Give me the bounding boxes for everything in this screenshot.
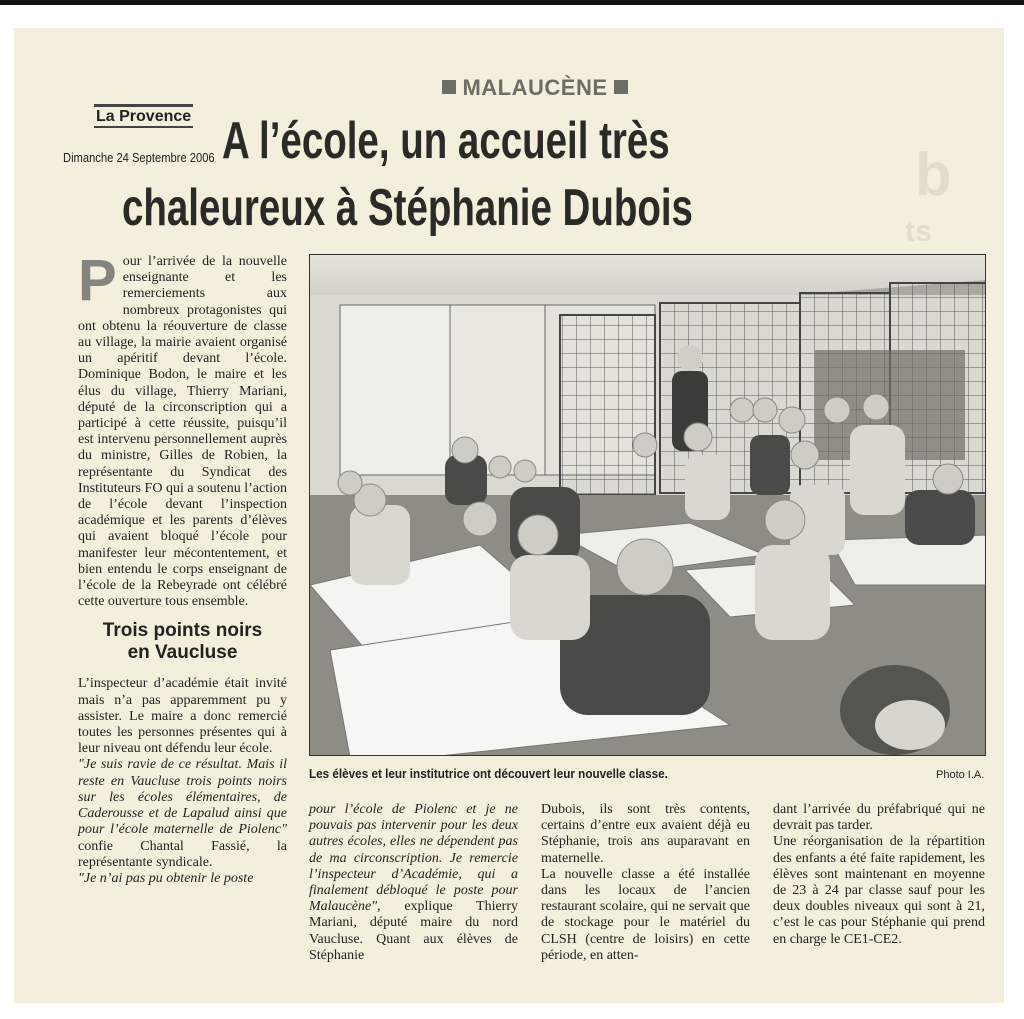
subheading-line-2: en Vaucluse [127,642,238,664]
paragraph: La nouvelle classe a été installée dans les locaux de l’ancien restaurant scolaire, qui ne servait que de stockage pour le matériel du CLSH (centre de loisirs) en cette période, en atten- [541,866,750,963]
quote-text: "Je suis ravie de ce résultat. Mais il reste en Vaucluse trois points noirs sur les écoles élémentaires, de Caderousse et de Lapalud ainsi que pour l’école maternelle de Piolenc" [78,757,287,838]
article-column-1 [78,248,287,887]
lead-paragraph [78,248,287,610]
subheading-line-1: Trois points noirs [102,620,263,642]
paragraph: dant l’arrivée du préfabriqué qui ne devrait pas tarder. [773,802,985,834]
publication-date: Dimanche 24 Septembre 2006 [63,150,215,165]
quote-paragraph [78,757,287,870]
photo-caption: Les élèves et leur institutrice ont découvert leur nouvelle classe. [309,766,668,781]
headline-line-1: A l’école, un accueil très [222,112,670,170]
headline-line-2: chaleureux à Stéphanie Dubois [122,179,693,237]
classroom-photo [309,254,986,756]
square-icon [614,80,628,94]
photo-credit: Photo I.A. [936,769,985,781]
lead-text: our l’arrivée de la nouvelle enseignante et les remerciements aux nombreux protagonistes qui ont obtenu la réouverture de classe au village, la mairie avaient organisé un apéritif devant l’école. Dominique Bodon, le maire et les élus du village, Thierry Mariani, député de la circonscription qui a participé à cette réussite, puisqu’il est intervenu personnellement auprès du ministre, Gilles de Robien, la représentante du Syndicat des Instituteurs FO qui a soutenu l’action de l’école devant l’inspection académique et les parents d’élèves qui avaient bloqué l’école pour manifester leur mécontentement, et bien entendu le corps enseignant de l’école de la Rebeyrade ont célébré cette ouverture tous ensemble. [78,254,287,610]
top-border [0,0,1024,5]
subheading [78,620,287,664]
article-column-3 [541,802,750,964]
quote-text: pour l’école de Piolenc et je ne pouvais pas intervenir pour les deux autres écoles, elles ne dépendent pas de ma circonscription. Je remercie l’inspecteur d’Académie, qui a finalement débloqué le poste pour Malaucène" [309,802,518,915]
article-column-2 [309,802,518,964]
quote-start: "Je n’ai pas pu obtenir le poste [78,870,254,886]
paragraph: Une réorganisation de la répartition des enfants a été faite rapidement, les élèves sont maintenant en moyenne de 23 à 24 par classe sauf pour les deux doubles niveaux qui sont à 21, c’est le cas pour Stéphanie qui prend en charge le CE1-CE2. [773,834,985,947]
newspaper-logo: La Provence [94,104,193,128]
square-icon [442,80,456,94]
drop-cap: P [78,248,117,313]
section-name: MALAUCÈNE [462,75,608,100]
show-through-text: b [915,141,952,208]
quote-attribution: confie Chantal Fassié, la représentante syndicale. [78,838,287,870]
section-label [425,75,645,101]
paragraph: Dubois, ils sont très contents, certains d’entre eux avaient déjà eu Stéphanie, trois ans auparavant en maternelle. [541,802,750,866]
paragraph [309,802,518,964]
quote-attribution: , explique Thierry Mariani, député maire du nord Vaucluse. Quant aux élèves de Stéphanie [309,899,518,963]
article-column-4 [773,802,985,948]
show-through-text: ts [905,215,932,248]
paragraph: L’inspecteur d’académie était invité mais n’a pas apparemment pu y assister. Le maire a donc remercié toutes les personnes présentes qui à leur niveau ont défendu leur école. [78,676,287,757]
